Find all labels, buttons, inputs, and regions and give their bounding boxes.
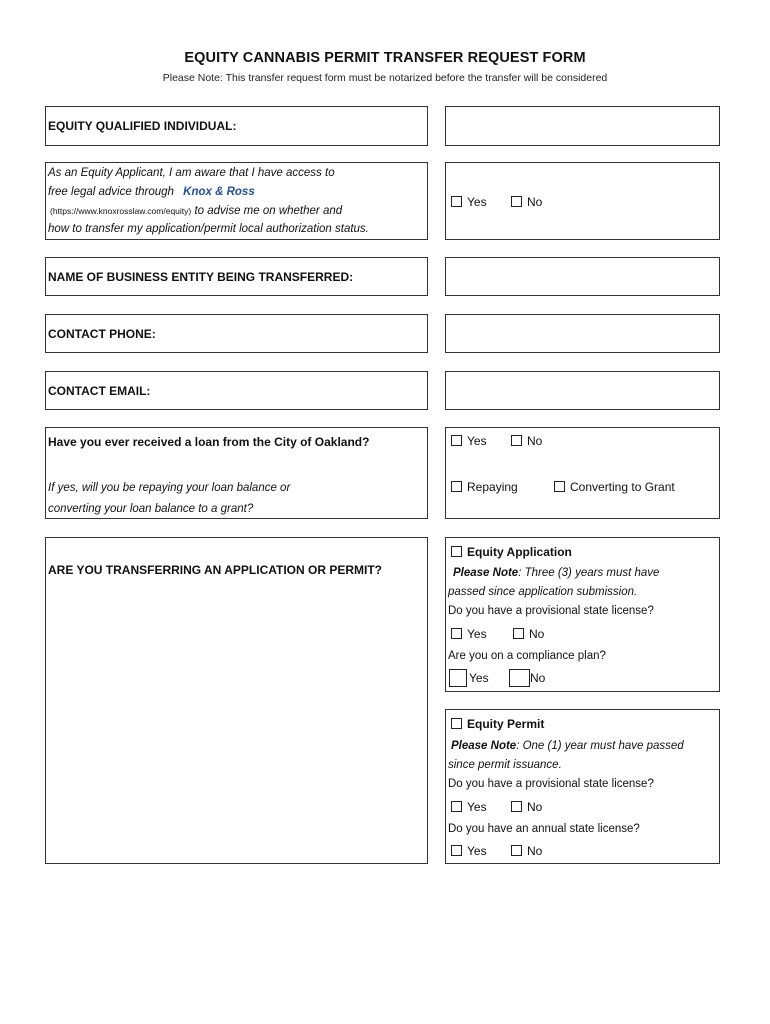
permit-q1: Do you have a provisional state license? [448,778,654,790]
application-q1-yes-checkbox[interactable] [451,628,462,639]
loan-converting-option[interactable] [554,480,675,494]
permit-q1-no-option[interactable] [511,800,542,814]
knox-ross-url[interactable]: (https://www.knoxrosslaw.com/equity) [50,206,192,216]
permit-q2-no-checkbox[interactable] [511,845,522,856]
application-q1-no-label: No [529,627,545,641]
transfer-type-question: ARE YOU TRANSFERRING AN APPLICATION OR PERMIT? [48,563,383,577]
loan-answer-box [445,427,720,519]
loan-followup-line1: If yes, will you be repaying your loan balance or [48,482,291,494]
application-q2-no-option[interactable] [509,669,545,687]
permit-note-line2: since permit issuance. [448,759,562,771]
legal-advice-no-option[interactable] [511,195,542,209]
application-note-line2: passed since application submission. [448,586,638,598]
loan-yes-label: Yes [467,434,487,448]
permit-q1-no-label: No [527,800,543,814]
application-q2: Are you on a compliance plan? [448,650,606,662]
legal-advice-yes-option[interactable] [451,195,487,209]
application-note [453,564,659,583]
business-entity-label: NAME OF BUSINESS ENTITY BEING TRANSFERRED: [48,270,354,284]
contact-email-label-box [45,371,428,410]
loan-followup-line2: converting your loan balance to a grant? [48,503,254,515]
form-title: EQUITY CANNABIS PERMIT TRANSFER REQUEST FORM [184,50,586,66]
application-q1-no-checkbox[interactable] [513,628,524,639]
permit-q2-yes-checkbox[interactable] [451,845,462,856]
permit-q2-yes-option[interactable] [451,844,487,858]
permit-note [451,737,684,756]
application-q1: Do you have a provisional state license? [448,605,654,617]
equity-permit-panel [445,709,720,864]
loan-question-box [45,427,428,519]
permit-q2: Do you have an annual state license? [448,823,640,835]
permit-q1-no-checkbox[interactable] [511,801,522,812]
permit-note-text: : One (1) year must have passed [516,740,684,752]
application-q2-yes-label: Yes [469,671,489,685]
business-entity-input[interactable] [445,257,720,296]
legal-advice-line1: As an Equity Applicant, I am aware that I have access to [48,167,335,179]
application-q2-no-label: No [530,671,546,685]
application-q2-yes-option[interactable] [449,669,489,687]
application-q2-no-checkbox[interactable] [509,669,530,687]
permit-q2-no-option[interactable] [511,844,542,858]
permit-q1-yes-checkbox[interactable] [451,801,462,812]
legal-advice-line3-wrap [50,202,342,221]
permit-note-label: Please Note [451,740,517,752]
legal-advice-yes-label: Yes [467,195,487,209]
permit-q2-yes-label: Yes [467,844,487,858]
equity-permit-option[interactable] [451,715,544,733]
loan-yes-option[interactable] [451,434,487,448]
legal-advice-no-checkbox[interactable] [511,196,522,207]
loan-no-label: No [527,434,543,448]
legal-advice-box [45,162,428,240]
permit-q1-yes-label: Yes [467,800,487,814]
knox-ross-link[interactable]: Knox & Ross [183,186,255,198]
loan-repaying-checkbox[interactable] [451,481,462,492]
loan-no-option[interactable] [511,434,542,448]
contact-phone-label: CONTACT PHONE: [48,327,156,341]
application-note-label: Please Note [453,567,519,579]
application-q1-yes-label: Yes [467,627,487,641]
contact-email-input[interactable] [445,371,720,410]
application-q1-no-option[interactable] [513,627,544,641]
transfer-type-box [45,537,428,864]
legal-advice-yes-checkbox[interactable] [451,196,462,207]
legal-advice-answer-box [445,162,720,240]
legal-advice-line3: to advise me on whether and [194,205,343,217]
equity-application-option[interactable] [451,543,572,561]
legal-advice-line2: free legal advice through [48,186,174,198]
equity-application-label: Equity Application [467,545,572,559]
contact-email-label: CONTACT EMAIL: [48,384,151,398]
legal-advice-no-label: No [527,195,543,209]
notarize-note: Please Note: This transfer request form must be notarized before the transfer will be considered [162,72,608,84]
business-entity-label-box [45,257,428,296]
loan-repaying-option[interactable] [451,480,518,494]
equity-application-checkbox[interactable] [451,546,462,557]
legal-advice-line2-wrap [48,183,255,202]
permit-q1-yes-option[interactable] [451,800,487,814]
equity-individual-label: EQUITY QUALIFIED INDIVIDUAL: [48,119,237,133]
legal-advice-line4: how to transfer my application/permit local authorization status. [48,223,369,235]
permit-q2-no-label: No [527,844,543,858]
equity-permit-label: Equity Permit [467,717,545,731]
loan-converting-checkbox[interactable] [554,481,565,492]
loan-repaying-label: Repaying [467,480,518,494]
contact-phone-label-box [45,314,428,353]
loan-question: Have you ever received a loan from the City of Oakland? [48,435,370,449]
loan-converting-label: Converting to Grant [570,480,675,494]
equity-permit-checkbox[interactable] [451,718,462,729]
equity-application-panel [445,537,720,692]
equity-individual-input[interactable] [445,106,720,146]
loan-yes-checkbox[interactable] [451,435,462,446]
application-note-text: : Three (3) years must have [518,567,660,579]
equity-individual-label-box [45,106,428,146]
application-q1-yes-option[interactable] [451,627,487,641]
application-q2-yes-checkbox[interactable] [449,669,467,687]
contact-phone-input[interactable] [445,314,720,353]
loan-no-checkbox[interactable] [511,435,522,446]
